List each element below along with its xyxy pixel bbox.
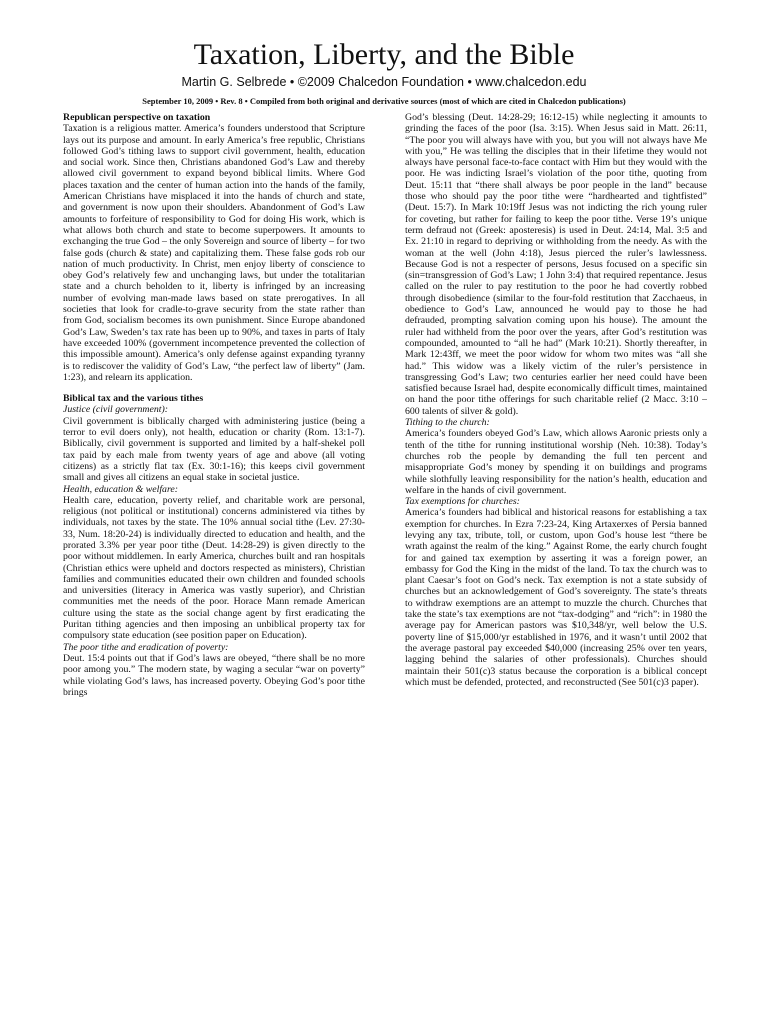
document-title: Taxation, Liberty, and the Bible <box>193 38 575 71</box>
subheading-justice: Justice (civil government): <box>63 404 168 416</box>
subheading-poor-tithe: The poor tithe and eradication of poverty: <box>63 641 229 653</box>
subheading-church-tithing: Tithing to the church: <box>405 417 490 429</box>
subheading-tax-exemptions: Tax exemptions for churches: <box>405 496 520 508</box>
paragraph-tax-exemptions: America’s founders had biblical and historical reasons for establishing a tax exemption for churches. In Ezra 7:23-24, King Artaxerxes of Persia banned levying any tax, tribute, toll, or custom, upon God’s house lest “there be wrath against the realm of the king.” Against Rome, the early church fought for and gained tax exemption by asserting it was a foreign power, an embassy for God the King in the midst of the land. To tax the church was to plant Caesar’s foot on God’s neck. Tax exemption is not a state subsidy of churches but an acknowledgement of God’s sovereignty. The state’s threats to withdraw exemptions are an attempt to muzzle the church. Churches that take the state’s tax exemptions are not “tax-dodging” and “rich”: in 1980 the average pay for American pastors was $10,348/yr, well below the U.S. poverty line of $15,000/yr established in 1976, and it wasn’t until 2002 that the average pastoral pay exceeded $40,000 (increasing 25% over ten years, lagging behind the salaries of other professionals). Churches should maintain their 501(c)3 status because the corporation is a biblical concept which must be defended, protected, and reconstructed (See 501(c)3 paper). <box>405 507 707 688</box>
subheading-health: Health, education & welfare: <box>63 483 178 495</box>
paragraph-justice: Civil government is biblically charged with administering justice (being a terror to evil doers only), not health, education or charity (Rom. 13:1-7). Biblically, civil government is supported and limited by a half-shekel poll tax paid by each male from twenty years of age and above (all voting citizens) as a strictly flat tax (Ex. 30:1-16); this keeps civil government small and gives all citizens an equal stake in societal justice. <box>63 415 365 484</box>
section-heading-republican: Republican perspective on taxation <box>63 112 211 123</box>
section-heading-tithes: Biblical tax and the various tithes <box>63 393 204 405</box>
paragraph-poor-tithe: Deut. 15:4 points out that if God’s laws are obeyed, “there shall be no more poor among you.” The modern state, by waging a secular “war on poverty” while violating God’s laws, has increased poverty. Obeying God’s poor tithe brings <box>63 652 365 698</box>
paragraph-republican: Taxation is a religious matter. America’s founders understood that Scripture lays out its purpose and amount. In early America’s free republic, Christians followed God’s tithing laws to support civil government, health, education and social work. Since then, Christians abandoned God’s Law and thereby allowed civil government to expand beyond biblical limits. Where God places taxation and the center of human action into the hands of the family, American Christians have misplaced it into the hands of church and state, and government is now upon their shoulders. Abandonment of God’s Law amounts to forfeiture of responsibility to God for doing His work, which is what allows both church and state to become superpowers. It amounts to exchanging the true God – the only Sovereign and source of liberty – for two false gods (church & state) and capitalizing them. These false gods rob our nation of much productivity. In Christ, men enjoy liberty of conscience to obey God’s relatively few and unchanging laws, but under the totalitarian state and a church beholden to it, liberty is infringed by an increasing number of evolving man-made laws based on state prerogatives. In all societies that look for cradle-to-grave security from the state rather than from God, socialism becomes its own punishment. Since Europe abandoned God’s Law, Sweden’s tax rate has been up to 90%, and taxes in parts of Italy have exceeded 100% (government incompetence prevented the collection of this impossible amount). America’s only defense against expanding tyranny is to rediscover the validity of God’s Law, “the perfect law of liberty” (Jam. 1:23), and relearn its application. <box>63 123 365 383</box>
paragraph-church-tithing: America’s founders obeyed God’s Law, which allows Aaronic priests only a tenth of the tithe for running institutional worship (Neh. 10:38). Today’s churches rob the people by demanding the full ten percent and misappropriate God’s money by spending it on buildings and programs while slothfully leaving responsibility for the nation’s health, education and welfare in the hands of civil government. <box>405 428 707 496</box>
left-column <box>63 112 365 1012</box>
paragraph-health: Health care, education, poverty relief, and charitable work are personal, religious (not political or institutional) concerns administered via tithes by individuals, not taxes by the state. The 10% annual social tithe (Lev. 27:30-33, Num. 18:20-24) is individually directed to education and health, and the prorated 3.3% per year poor tithe (Deut. 14:28-29) is given directly to the poor without middlemen. In early America, churches built and ran hospitals (Christian ethics were upheld and doctors respected as ministers), Christian families and communities educated their own children and founded schools and universities (literacy in America was vastly superior), and Christian communities met the needs of the poor. Horace Mann remade American culture using the state as the social change agent by first eradicating the Puritan tithing agencies and then imposing an unbiblical property tax for compulsory state education (see position paper on Education). <box>63 494 365 642</box>
paragraph-poor-tithe-continued: God’s blessing (Deut. 14:28-29; 16:12-15) while neglecting it amounts to grinding the faces of the poor (Isa. 3:15). When Jesus said in Matt. 26:11, “The poor you will always have with you, but you will not always have Me with you,” He was telling the disciples that in their lifetime they would not always have personal face-to-face contact with Him but they would with the poor. He was indicting Israel’s violation of the poor tithe, quoting from Deut. 15:11 that “there shall always be poor people in the land” because those who should pay the poor tithe were “hardhearted and tightfisted” (Deut. 15:7). In Mark 10:19ff Jesus was not indicting the rich young ruler for coveting, but rather for failing to keep the poor tithe. Verse 19’s unique term defraud not (Greek: aposteresis) is used in Deut. 24:14, Mal. 3:5 and Ex. 21:10 in regard to depriving or withholding from the needy. As with the woman at the well (John 4:18), Jesus pierced the ruler’s lawlessness. Because God is not a respecter of persons, Jesus focused on a specific sin (sin=transgression of God’s Law; 1 John 3:4) that required repentance. Jesus called on the ruler to pay restitution to the poor he had covertly robbed through disobedience (similar to the four-fold restitution that Zacchaeus, in obedience to God’s Law, announced he would pay to those he had defrauded, prompting salvation coming upon his house). The amount the ruler had withheld from the poor over the years, after God’s restitution was compounded, amounted to “all he had” (Mark 10:21). Shortly thereafter, in Mark 12:43ff, we meet the poor widow for whom two mites was “all she had.” This widow was a likely victim of the ruler’s persistence in transgressing God’s Law; two centuries earlier her need could have been satisfied because Israel had, despite economically difficult times, maintained on hand the poor tithe offerings for such charitable relief (2 Macc. 3:10 – 600 talents of silver & gold). <box>405 112 707 417</box>
section-spacer <box>63 383 365 393</box>
revision-dateline: September 10, 2009 • Rev. 8 • Compiled from both original and derivative sources (most of which are cited in Chalcedon publications) <box>142 96 626 106</box>
right-column <box>405 112 707 1012</box>
author-byline: Martin G. Selbrede • ©2009 Chalcedon Foundation • www.chalcedon.edu <box>181 75 587 89</box>
